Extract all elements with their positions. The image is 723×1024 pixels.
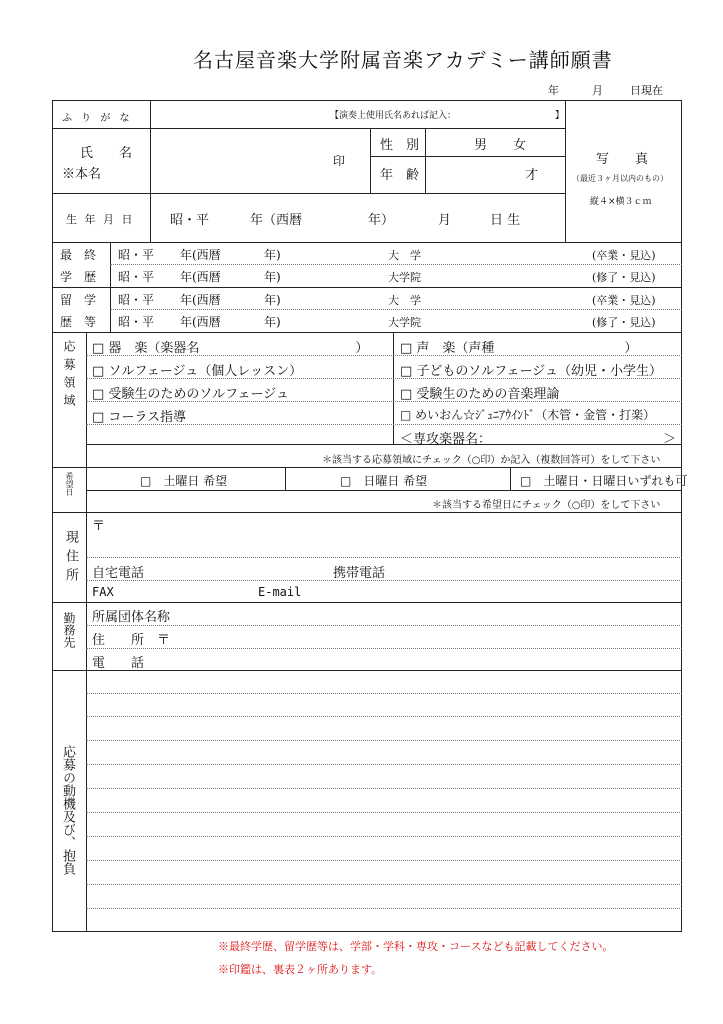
education-row-0-school: 大 学 bbox=[388, 249, 421, 262]
motivation-textarea[interactable] bbox=[88, 672, 680, 930]
address-label: 現住所 bbox=[63, 530, 78, 587]
preferred-day-note: ＊該当する希望日にチェック（○印）をして下さい bbox=[432, 500, 661, 511]
field-option-vocal[interactable]: □ 声 楽（声種 ） bbox=[400, 341, 638, 356]
education-row-0-era: 昭・平 bbox=[118, 248, 155, 262]
mobile-phone-label: 携帯電話 bbox=[333, 566, 386, 581]
seal-mark: 印 bbox=[333, 154, 346, 168]
home-phone-label: 自宅電話 bbox=[92, 566, 145, 581]
study-abroad-row-0-era: 昭・平 bbox=[118, 293, 155, 307]
study-abroad-row-1-status: (修了・見込) bbox=[592, 316, 656, 329]
stage-name-close: 】 bbox=[555, 111, 565, 121]
birth-day: 日 生 bbox=[490, 213, 521, 228]
preferred-day-either[interactable]: □ 土曜日・日曜日いずれも可 bbox=[520, 474, 688, 488]
stage-name-note: 【演奏上使用氏名あれば記入： bbox=[330, 111, 457, 121]
furigana-label: ふ り が な bbox=[62, 113, 133, 124]
motivation-label: 応募の動機及び、抱負 bbox=[60, 745, 75, 875]
name-label: 氏 名 bbox=[80, 146, 133, 161]
education-row-1-status: (修了・見込) bbox=[592, 271, 656, 284]
footnote-seal: ※印鑑は、裏表２ヶ所あります。 bbox=[218, 963, 383, 976]
preferred-day-label: 希望日 bbox=[65, 472, 74, 496]
work-label: 勤務先 bbox=[62, 612, 76, 648]
page-title: 名古屋音楽大学附属音楽アカデミー講師願書 bbox=[193, 48, 613, 72]
email-label: E-mail bbox=[258, 585, 302, 599]
work-address-label: 住 所 〒 bbox=[92, 633, 171, 648]
name-input[interactable] bbox=[152, 130, 322, 190]
education-row-1-close: 年) bbox=[264, 270, 281, 284]
work-phone-label: 電 話 bbox=[92, 656, 145, 671]
photo-title: 写 真 bbox=[596, 152, 649, 167]
real-name-label: ※本名 bbox=[62, 167, 102, 182]
furigana-input[interactable] bbox=[152, 102, 322, 126]
birth-year: 年（西暦 bbox=[250, 213, 303, 228]
study-abroad-label-2: 歴 等 bbox=[60, 315, 97, 329]
gender-options[interactable]: 男 女 bbox=[474, 138, 527, 153]
major-instrument-close: ＞ bbox=[663, 432, 677, 447]
birth-year-close: 年） bbox=[368, 213, 395, 228]
education-label-2: 学 歴 bbox=[60, 270, 97, 284]
study-abroad-row-0-close: 年) bbox=[264, 293, 281, 307]
fax-label: FAX bbox=[92, 585, 114, 599]
address-postal: 〒 bbox=[92, 519, 106, 534]
study-abroad-row-1-school: 大学院 bbox=[388, 316, 421, 329]
birth-month: 月 bbox=[438, 213, 452, 228]
field-option-solfege-exam[interactable]: □ 受験生のためのソルフェージュ bbox=[92, 387, 289, 402]
education-row-0-status: (卒業・見込) bbox=[592, 249, 656, 262]
gender-label: 性 別 bbox=[380, 138, 420, 153]
date-day-current: 日現在 bbox=[630, 84, 663, 97]
date-year: 年 bbox=[548, 84, 559, 97]
preferred-day-saturday[interactable]: □ 土曜日 希望 bbox=[140, 474, 228, 488]
field-label: 応募領域 bbox=[62, 340, 76, 412]
study-abroad-row-1-year: 年(西暦 bbox=[180, 315, 221, 329]
education-row-0-year: 年(西暦 bbox=[180, 248, 221, 262]
work-org-label: 所属団体名称 bbox=[92, 610, 171, 625]
photo-note: （最近３ヶ月以内のもの） bbox=[572, 174, 668, 183]
education-row-1-school: 大学院 bbox=[388, 271, 421, 284]
education-row-1-era: 昭・平 bbox=[118, 270, 155, 284]
field-option-solfege-private[interactable]: □ ソルフェージュ（個人レッスン） bbox=[92, 364, 303, 379]
age-label: 年 齢 bbox=[380, 168, 420, 183]
field-option-chorus[interactable]: □ コーラス指導 bbox=[92, 410, 187, 425]
field-option-solfege-children[interactable]: □ 子どものソルフェージュ（幼児・小学生） bbox=[400, 364, 662, 379]
study-abroad-row-1-close: 年) bbox=[264, 315, 281, 329]
field-option-theory-exam[interactable]: □ 受験生のための音楽理論 bbox=[400, 387, 560, 402]
photo-size: 縦４×横３ｃｍ bbox=[590, 197, 652, 207]
address-input[interactable] bbox=[110, 514, 670, 554]
footnote-education: ※最終学歴、留学歴等は、学部・学科・専攻・コースなども記載してください。 bbox=[218, 940, 614, 953]
education-row-1-year: 年(西暦 bbox=[180, 270, 221, 284]
field-option-junior-wind[interactable]: □ めいおん☆ｼﾞｭﾆｱｳｲﾝﾄﾞ（木管・金管・打楽） bbox=[400, 408, 656, 422]
date-month: 月 bbox=[592, 84, 603, 97]
study-abroad-row-0-year: 年(西暦 bbox=[180, 293, 221, 307]
birth-label: 生 年 月 日 bbox=[66, 213, 135, 226]
birth-era: 昭・平 bbox=[170, 213, 210, 228]
age-unit: 才 bbox=[525, 168, 539, 183]
education-label-1: 最 終 bbox=[60, 248, 97, 262]
field-option-instrumental[interactable]: □ 器 楽（楽器名 ） bbox=[92, 341, 369, 356]
study-abroad-label-1: 留 学 bbox=[60, 293, 97, 307]
field-note: ＊該当する応募領域にチェック（○印）か記入（複数回答可）をして下さい bbox=[322, 455, 661, 466]
preferred-day-sunday[interactable]: □ 日曜日 希望 bbox=[340, 474, 428, 488]
study-abroad-row-0-status: (卒業・見込) bbox=[592, 294, 656, 307]
education-row-0-close: 年) bbox=[264, 248, 281, 262]
study-abroad-row-1-era: 昭・平 bbox=[118, 315, 155, 329]
study-abroad-row-0-school: 大 学 bbox=[388, 294, 421, 307]
major-instrument-label: ＜専攻楽器名： bbox=[400, 432, 492, 447]
